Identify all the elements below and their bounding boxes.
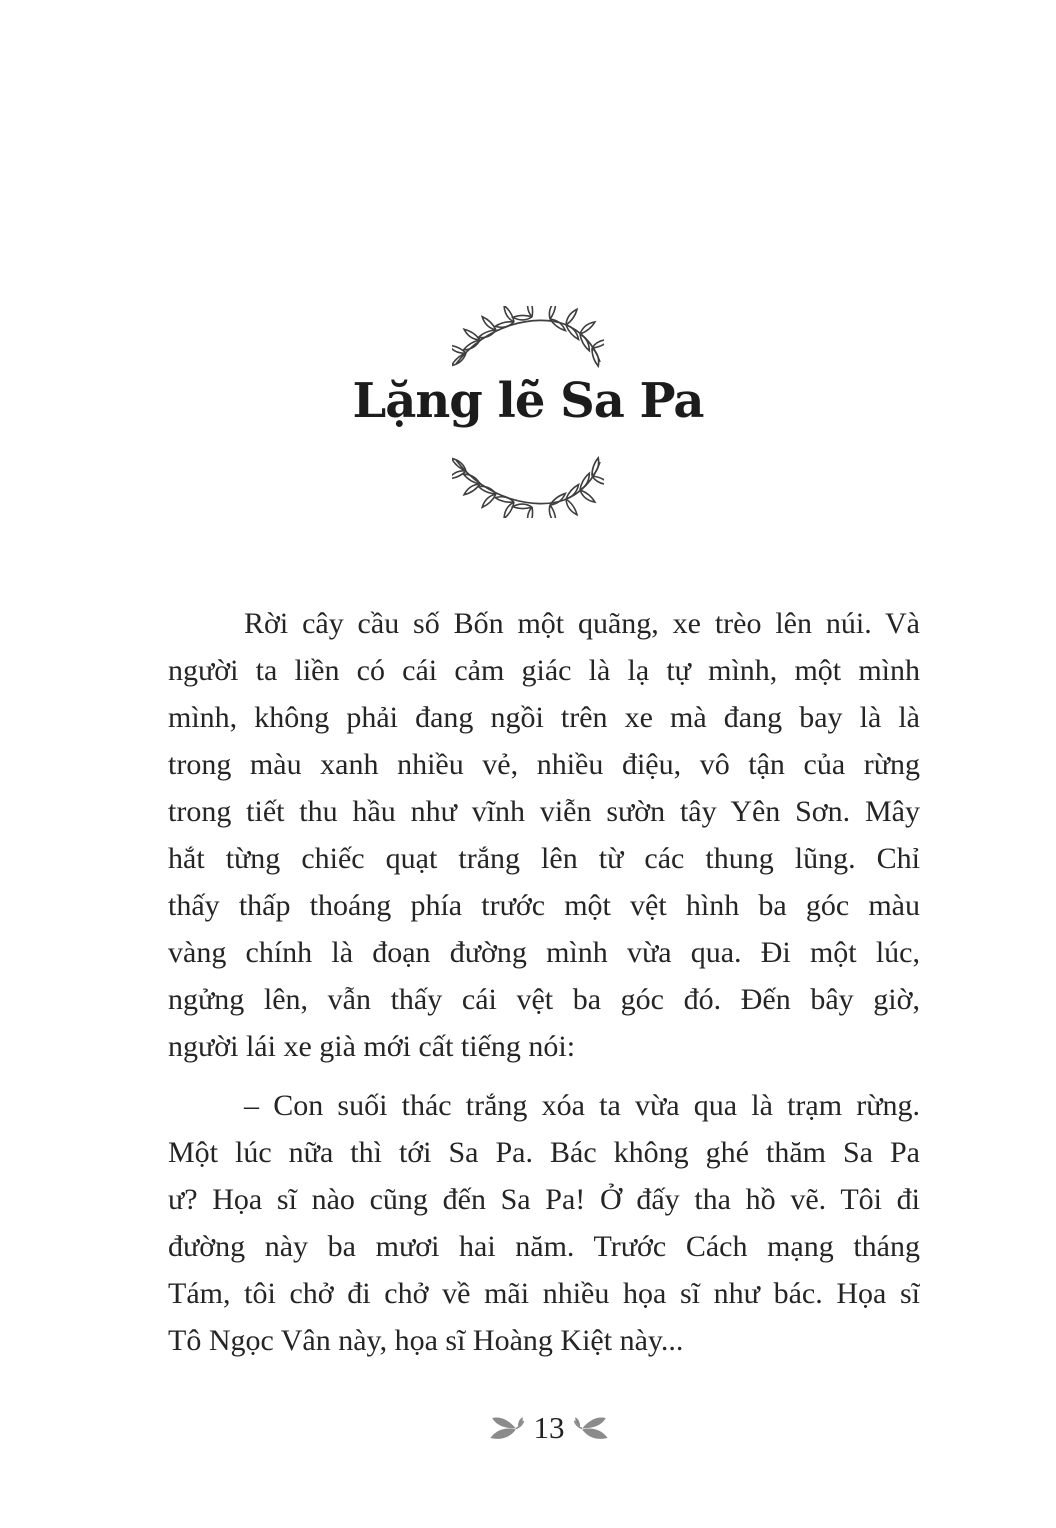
text-line: thấy thấp thoáng phía trước một vệt hình ba góc màu	[168, 889, 920, 922]
text-line: trong màu xanh nhiều vẻ, nhiều điệu, vô tận của rừng	[168, 748, 920, 781]
text-line: trong tiết thu hầu như vĩnh viễn sườn tây Yên Sơn. Mây	[168, 795, 920, 828]
laurel-branch-top-icon	[452, 306, 604, 378]
page-footer	[487, 1408, 612, 1448]
paragraph	[168, 600, 920, 1070]
text-line: người ta liền có cái cảm giác là lạ tự mình, một mình	[168, 654, 920, 687]
text-line: mình, không phải đang ngồi trên xe mà đang bay là là	[168, 701, 920, 734]
fleuron-left-icon	[487, 1414, 525, 1443]
body-text	[168, 600, 920, 1364]
text-line: ư? Họa sĩ nào cũng đến Sa Pa! Ở đấy tha hồ vẽ. Tôi đi	[168, 1183, 920, 1216]
text-line: đường này ba mươi hai năm. Trước Cách mạng tháng	[168, 1230, 920, 1263]
text-line: Rời cây cầu số Bốn một quãng, xe trèo lên núi. Và	[244, 607, 920, 640]
text-line: Một lúc nữa thì tới Sa Pa. Bác không ghé thăm Sa Pa	[168, 1136, 920, 1169]
text-line: hắt từng chiếc quạt trắng lên từ các thung lũng. Chỉ	[168, 842, 920, 875]
text-line: ngửng lên, vẫn thấy cái vệt ba góc đó. Đến bây giờ,	[168, 983, 920, 1016]
page-number: 13	[533, 1410, 565, 1445]
text-line: vàng chính là đoạn đường mình vừa qua. Đi một lúc,	[168, 936, 920, 969]
text-line: Tô Ngọc Vân này, họa sĩ Hoàng Kiệt này...	[168, 1324, 684, 1357]
text-line: – Con suối thác trắng xóa ta vừa qua là trạm rừng.	[244, 1089, 920, 1122]
page-title: Lặng lẽ Sa Pa	[352, 373, 704, 429]
laurel-branch-bottom-icon	[452, 446, 604, 518]
paragraph	[168, 1082, 920, 1364]
text-line: Tám, tôi chở đi chở về mãi nhiều họa sĩ như bác. Họa sĩ	[168, 1277, 920, 1310]
text-line: người lái xe già mới cất tiếng nói:	[168, 1030, 576, 1063]
fleuron-right-icon	[574, 1414, 612, 1443]
